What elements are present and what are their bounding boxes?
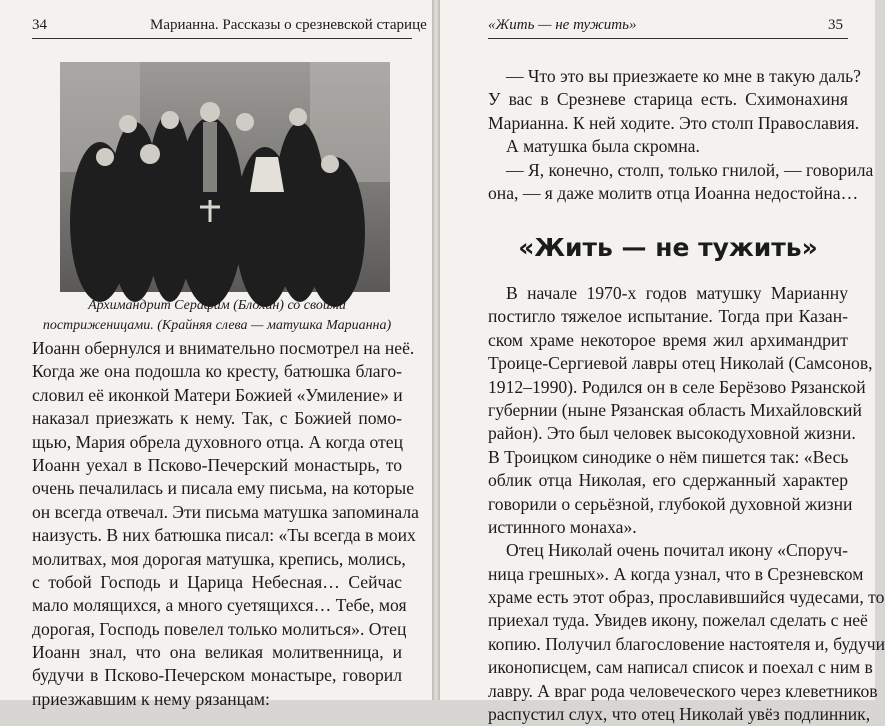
text-line: словил её иконкой Матери Божией «Умиление» и bbox=[32, 384, 403, 405]
text-line: мало молящихся, а много суетящихся… Тебе, моя bbox=[32, 595, 407, 616]
text-line: иконописцем, сам написал список и поехал с ним в bbox=[488, 657, 873, 678]
running-head: «Жить — не тужить» bbox=[488, 17, 637, 33]
chapter-heading: «Жить — не тужить» bbox=[518, 233, 818, 262]
text-line: Отец Николай очень почитал икону «Споруч- bbox=[506, 540, 848, 561]
text-line: приезжавшим к нему рязанцам: bbox=[32, 688, 270, 709]
text-line: наказал приезжать к нему. Так, с Божией помо- bbox=[32, 408, 402, 429]
text-line: Троице-Сергиевой лавры отец Николай (Самсонов, bbox=[488, 353, 873, 374]
text-line: храме есть этот образ, прославившийся чудесами, то bbox=[488, 587, 885, 608]
text-line: Когда же она подошла ко кресту, батюшка благо- bbox=[32, 361, 402, 382]
text-line: Иоанн обернулся и внимательно посмотрел на неё. bbox=[32, 338, 415, 358]
text-line: лавру. А враг рода человеческого через клеветников bbox=[488, 680, 878, 701]
text-line: приехал туда. Увидев икону, пожелал сделать с неё bbox=[488, 610, 868, 631]
text-line: очень печалилась и писала ему письма, на которые bbox=[32, 478, 415, 499]
text-line: А матушка была скромна. bbox=[506, 136, 700, 157]
text-line: постигло тяжелое испытание. Тогда при Казан- bbox=[488, 306, 848, 327]
group-portrait-photo bbox=[60, 62, 390, 292]
text-line: щью, Мария обрела духовного отца. А когда отец bbox=[32, 431, 403, 452]
text-line: молитвах, моя дорогая матушка, крепись, молись, bbox=[32, 548, 406, 569]
text-line: дорогая, Господь повелел только молиться». Отец bbox=[32, 618, 407, 639]
photo-caption: Архимандрит Серафим (Блохин) со своими постриженицами. (Крайняя слева — матушка Марианна) bbox=[42, 298, 392, 333]
text-line: — Я, конечно, столп, только гнилой, — говорила bbox=[506, 159, 874, 180]
right-page bbox=[440, 0, 885, 725]
text-line: губернии (ныне Рязанская область Михайловский bbox=[488, 399, 862, 420]
text-line: Марианна. К ней ходите. Это столп Православия. bbox=[488, 112, 860, 133]
running-head: Марианна. Рассказы о срезневской старице bbox=[150, 17, 427, 33]
text-line: распустил слух, что отец Николай увёз подлинник, bbox=[488, 704, 871, 725]
header-rule bbox=[488, 38, 848, 39]
header-rule bbox=[32, 38, 412, 39]
text-line: с тобой Господь и Царица Небесная… Сейчас bbox=[32, 571, 402, 592]
left-page bbox=[0, 0, 432, 709]
text-line: — Что это вы приезжаете ко мне в такую даль? bbox=[506, 66, 861, 86]
right-body-text bbox=[488, 282, 885, 726]
text-line: ница грешных». А когда узнал, что в Срезневском bbox=[488, 563, 864, 584]
text-line: наизусть. В них батюшка писал: «Ты всегда в моих bbox=[32, 525, 416, 546]
book-gutter bbox=[432, 0, 440, 700]
page-number: 34 bbox=[32, 17, 47, 33]
text-line: У вас в Срезневе старица есть. Схимонахиня bbox=[488, 89, 848, 110]
text-line: В начале 1970-х годов матушку Марианну bbox=[506, 283, 848, 303]
text-line: Иоанн уехал в Псково-Печерский монастырь, то bbox=[32, 454, 402, 475]
text-line: район). Это был человек высокодуховной жизни. bbox=[488, 423, 856, 444]
text-line: она, — я даже молитв отца Иоанна недостойна… bbox=[488, 182, 859, 203]
text-line: копию. Получил благословение настоятеля и, будучи bbox=[488, 633, 885, 654]
text-line: Иоанн знал, что она великая молитвенница, и bbox=[32, 642, 402, 663]
text-line: он всегда отвечал. Эти письма матушка запоминала bbox=[32, 501, 419, 522]
text-line: облик отца Николая, его сдержанный характер bbox=[488, 470, 848, 491]
text-line: истинного монаха». bbox=[488, 516, 637, 537]
text-line: будучи в Псково-Печерском монастыре, говорил bbox=[32, 665, 402, 686]
text-line: В Троицком синодике о нём пишется так: «Весь bbox=[488, 446, 849, 467]
right-top-text bbox=[488, 65, 874, 205]
text-line: говорили о серьёзной, глубокой духовной жизни bbox=[488, 493, 853, 514]
text-line: ском храме некоторое время жил архимандрит bbox=[488, 329, 848, 350]
text-line: 1912–1990). Родился он в селе Берёзово Рязанской bbox=[488, 376, 866, 397]
left-body-text bbox=[32, 337, 419, 711]
page-number: 35 bbox=[828, 17, 843, 33]
